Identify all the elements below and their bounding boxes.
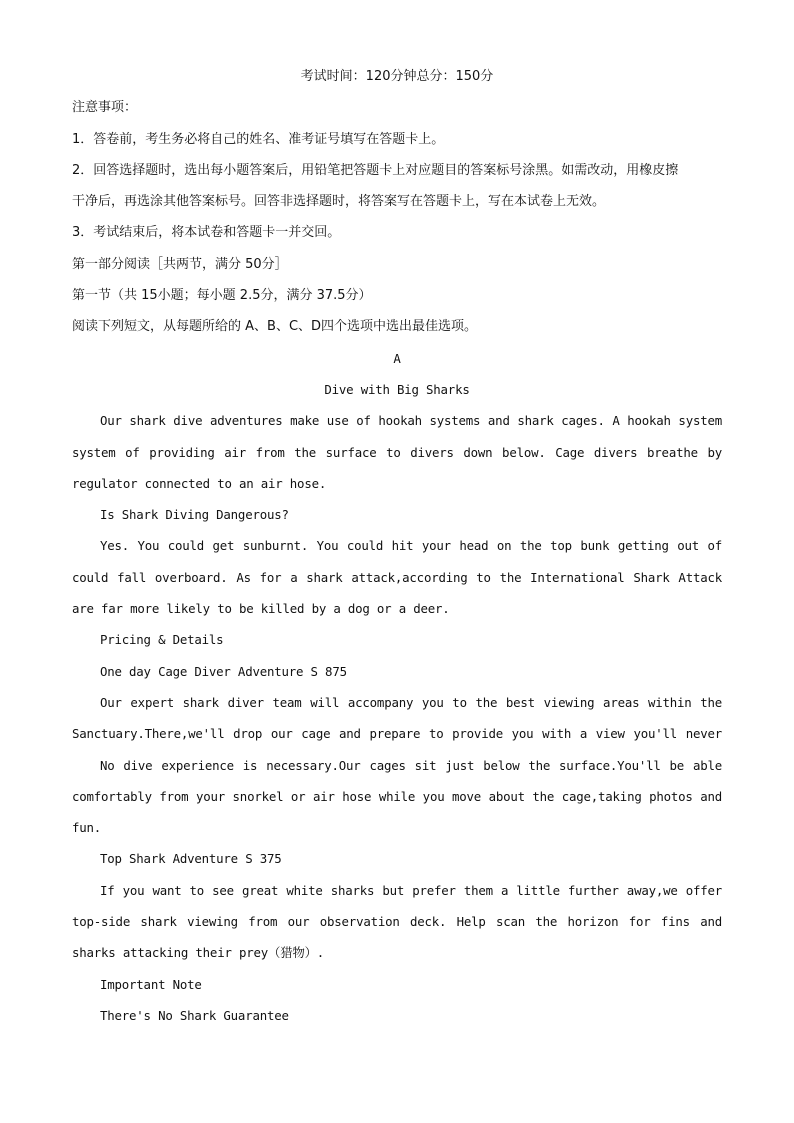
paragraph-1-line-3: regulator connected to an air hose.: [72, 475, 327, 491]
heading-top-shark-adventure: Top Shark Adventure S 375: [100, 851, 282, 867]
paragraph-1-line-2: system of providing air from the surface to divers down below. Cage divers breathe by: [72, 444, 722, 460]
paragraph-3-line-1: Our expert shark diver team will accompany you to the best viewing areas within the: [100, 694, 722, 710]
paragraph-2-line-3: are far more likely to be killed by a dog or a deer.: [72, 601, 450, 617]
paragraph-4-line-3: fun.: [72, 820, 102, 836]
notice-item-3: 3．考试结束后，将本试卷和答题卡一并交回。: [72, 225, 341, 241]
paragraph-5-line-3: sharks attacking their prey（猎物）.: [72, 945, 325, 961]
paragraph-5-line-2: top-side shark viewing from our observation deck. Help scan the horizon for fins and: [72, 914, 722, 930]
heading-important-note: Important Note: [100, 976, 202, 992]
section-part-1: 第一部分阅读［共两节，满分 50分］: [72, 256, 288, 272]
document-page: [72, 61, 722, 1031]
notice-item-2-line-1: 2．回答选择题时，选出每小题答案后，用铅笔把答题卡上对应题目的答案标号涂黑。如需改动，用橡皮擦: [72, 162, 679, 178]
notice-item-2-line-2: 干净后，再选涂其他答案标号。回答非选择题时，将答案写在答题卡上，写在本试卷上无效。: [72, 194, 606, 210]
heading-no-shark-guarantee: There's No Shark Guarantee: [100, 1007, 289, 1023]
paragraph-1-line-1: Our shark dive adventures make use of hookah systems and shark cages. A hookah system: [100, 413, 722, 429]
paragraph-4-line-2: comfortably from your snorkel or air hose while you move about the cage,taking photos and: [72, 788, 722, 804]
notice-item-1: 1．答卷前，考生务必将自己的姓名、准考证号填写在答题卡上。: [72, 131, 445, 147]
paragraph-5-line-1: If you want to see great white sharks but prefer them a little further away,we offer: [100, 882, 722, 898]
section-part-1-subsection: 第一节（共 15小题；每小题 2.5分，满分 37.5分）: [72, 288, 372, 304]
paragraph-2-line-1: Yes. You could get sunburnt. You could hit your head on the top bunk getting out of: [100, 538, 722, 554]
passage-label: A: [393, 350, 401, 366]
heading-pricing-details: Pricing & Details: [100, 632, 224, 648]
section-instruction: 阅读下列短文，从每题所给的 A、B、C、D四个选项中选出最佳选项。: [72, 319, 478, 335]
exam-time-header: 考试时间：120分钟总分：150分: [300, 69, 494, 84]
notice-title: 注意事项：: [72, 100, 138, 116]
paragraph-4-line-1: No dive experience is necessary.Our cages sit just below the surface.You'll be able: [100, 757, 722, 773]
heading-is-shark-diving-dangerous: Is Shark Diving Dangerous?: [100, 507, 289, 523]
paragraph-3-line-2: Sanctuary.There,we'll drop our cage and prepare to provide you with a view you'll never: [72, 726, 722, 742]
paragraph-2-line-2: could fall overboard. As for a shark attack,according to the International Shark Attack: [72, 569, 722, 585]
heading-one-day-cage-diver: One day Cage Diver Adventure S 875: [100, 663, 347, 679]
passage-title: Dive with Big Sharks: [324, 381, 470, 397]
